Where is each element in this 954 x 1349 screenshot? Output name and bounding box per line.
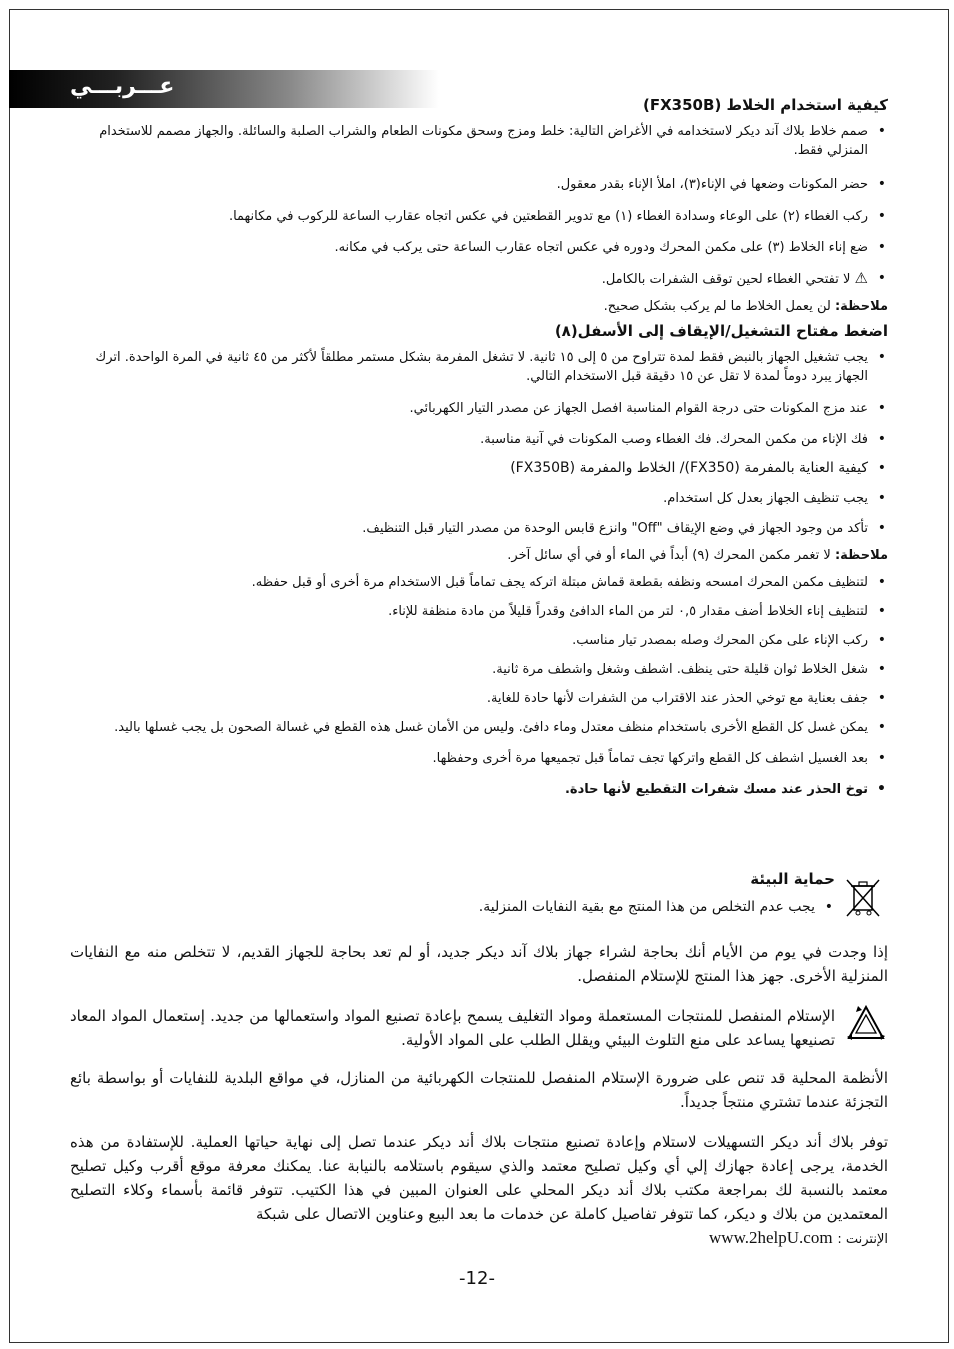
note — [70, 548, 888, 563]
crossed-out-bin-icon — [844, 876, 882, 920]
list-item-warning — [70, 269, 888, 289]
paragraph: الإستلام المنفصل للمنتجات المستعملة ومواد التغليف يسمح بإعادة تصنيع المواد واستعمالها من جديد. إستعمال المواد المعاد تصنيعها يساعد على منع التلوث البيئي ويقلل الطلب على المواد الأولية. — [70, 1007, 835, 1049]
environment-title: حماية البيئة — [750, 870, 835, 888]
note-text: لا تغمر مكمن المحرك (٩) أبداً في الماء أو في أي سائل آخر. — [507, 548, 831, 563]
internet-label: الإنترنت : — [837, 1232, 888, 1247]
list-item: • صمم خلاط بلاك آند ديكر لاستخدامه في الأغراض التالية: خلط ومزج وسحق مكونات الطعام والشراب الصلبة والسائلة. والجهاز مصمم للاستخدام المنزلي فقط. — [70, 122, 888, 160]
list-item: • فك الإناء من مكمن المحرك. فك الغطاء وصب المكونات في آنية مناسبة. — [70, 430, 888, 449]
section-operation — [70, 322, 888, 799]
list-item: • ركب الغطاء (٢) على الوعاء وسدادة الغطاء (١) مع تدوير القطعتين في عكس اتجاه عقارب الساعة للركوب في مكانهما. — [70, 207, 888, 226]
paragraph: إذا وجدت في يوم من الأيام أنك بحاجة لشراء جهاز بلاك آند ديكر جديد، أو لم تعد بحاجة للجهاز القديم، لا تتخلص منه مع النفايات المنزلية الأخرى. جهز هذا المنتج للإستلام المنفصل. — [70, 943, 888, 985]
page-number: -12- — [459, 1268, 495, 1289]
paragraph: الأنظمة المحلية قد تنص على ضرورة الإستلام المنفصل للمنتجات الكهربائية من المنازل، في مواقع البلدية للنفايات أو بواسطة بائع التجزئة عندما تشتري منتجاً جديداً. — [70, 1069, 888, 1111]
list-item: • ركب الإناء على مكن المحرك وصله بمصدر تيار مناسب. — [70, 631, 888, 650]
list-item: • لتنظيف إناء الخلاط أضف مقدار ٠,٥ لتر من الماء الدافئ وقدراً قليلاً من مادة منظفة للإناء. — [70, 602, 888, 621]
list-item: • بعد الغسيل اشطف كل القطع واتركها تجف تماماً قبل تجميعها مرة أخرى وحفظها. — [70, 749, 888, 768]
list-item: • يجب تشغيل الجهاز بالنبض فقط لمدة تتراوح من ٥ إلى ١٥ ثانية. لا تشغل المفرمة بشكل مستمر مطلقاً لأكثر من ٤٥ ثانية في المرة الواحدة. اترك الجهاز يبرد دوماً لمدة لا تقل عن ١٥ دقيقة قبل الاستخدام التالي. — [70, 348, 888, 386]
note-text: لن يعمل الخلاط ما لم يركب بشكل صحيح. — [603, 299, 831, 314]
environment-paragraph-4 — [70, 1130, 888, 1252]
environment-paragraph-3 — [70, 1066, 888, 1114]
warning-triangle-icon: ⚠ — [854, 269, 868, 287]
list-item: • لتنظيف مكمن المحرك امسحه ونظفه بقطعة قماش مبتلة اتركه يجف تماماً قبل الاستخدام مرة أخرى أو قبل حفظه. — [70, 573, 888, 592]
list-item: • جفف بعناية مع توخي الحذر عند الاقتراب من الشفرات لأنها حادة للغاية. — [70, 689, 888, 708]
list-item: • يجب تنظيف الجهاز بعدل كل استخدام. — [70, 489, 888, 508]
list-item: • شغل الخلاط ثوان قليلة حتى ينظف. اشطف وشغل واشطف مرة ثانية. — [70, 660, 888, 679]
recycle-icon — [846, 1004, 886, 1044]
language-label: عـــربـــي — [70, 74, 175, 99]
note — [70, 299, 888, 314]
section-usage-title: كيفية استخدام الخلاط (FX350B) — [643, 96, 888, 114]
environment-paragraph-2 — [70, 1004, 835, 1052]
website-link[interactable]: www.2helpU.com — [709, 1228, 833, 1247]
list-item: • كيفية العناية بالمفرمة (FX350)/ الخلاط والمفرمة (FX350B) — [70, 459, 888, 478]
section-operation-title: اضغط مفتاح التشغيل/الإيقاف إلى الأسفل(٨) — [554, 322, 888, 340]
list-item: • ضع إناء الخلاط (٣) على مكمن المحرك ودوره في عكس اتجاه عقارب الساعة حتى يركب في مكانه. — [70, 238, 888, 257]
environment-title-block — [70, 870, 835, 917]
list-item: • تأكد من وجود الجهاز في وضع الإيقاف "Off" وانزع قابس الوحدة من مصدر التيار قبل التنظيف. — [70, 519, 888, 538]
note-label: ملاحظة: — [834, 548, 888, 563]
list-item: • عند مزج المكونات حتى درجة القوام المناسبة افصل الجهاز عن مصدر التيار الكهربائي. — [70, 399, 888, 418]
note-label: ملاحظة: — [834, 299, 888, 314]
warning-text: لا تفتحي الغطاء لحين توقف الشفرات بالكامل. — [601, 272, 851, 287]
list-item: • يمكن غسل كل القطع الأخرى باستخدام منظف معتدل وماء دافئ. وليس من الأمان غسل هذه القطع في غسالة الصحون بل يجب غسلها باليد. — [70, 718, 888, 737]
section-usage — [70, 96, 888, 322]
list-item: • يجب عدم التخلص من هذا المنتج مع بقية النفايات المنزلية. — [70, 898, 835, 917]
list-item: • حضر المكونات وضعها في الإناء(٣)، املأ الإناء بقدر معقول. — [70, 175, 888, 194]
paragraph: توفر بلاك أند ديكر التسهيلات لاستلام وإعادة تصنيع منتجات بلاك أند ديكر عندما تصل إلى نهاية حياتها العملية. للإستفادة من هذه الخدمة، يرجى إعادة جهازك إلي أي وكيل تصليح معتمد والذي سيقوم باستلامه بالنيابة عنا. يمكنك معرفة موقع أقرب وكيل تصليح معتمد بالنسبة لك بمراجعة مكتب بلاك أند ديكر المحلي على العنوان المبين في هذا الكتيب. تتوفر قائمة بأسماء وكلاء التصليح المعتمدين من بلاك و ديكر، كما تتوفر تفاصيل كاملة عن خدمات ما بعد البيع وعناوين الاتصال على شبكة — [70, 1133, 888, 1223]
environment-paragraph-1 — [70, 940, 888, 988]
list-item-warning: • توخ الحذر عند مسك شفرات التقطيع لأنها حادة. — [70, 780, 888, 799]
website-line — [70, 1226, 888, 1252]
